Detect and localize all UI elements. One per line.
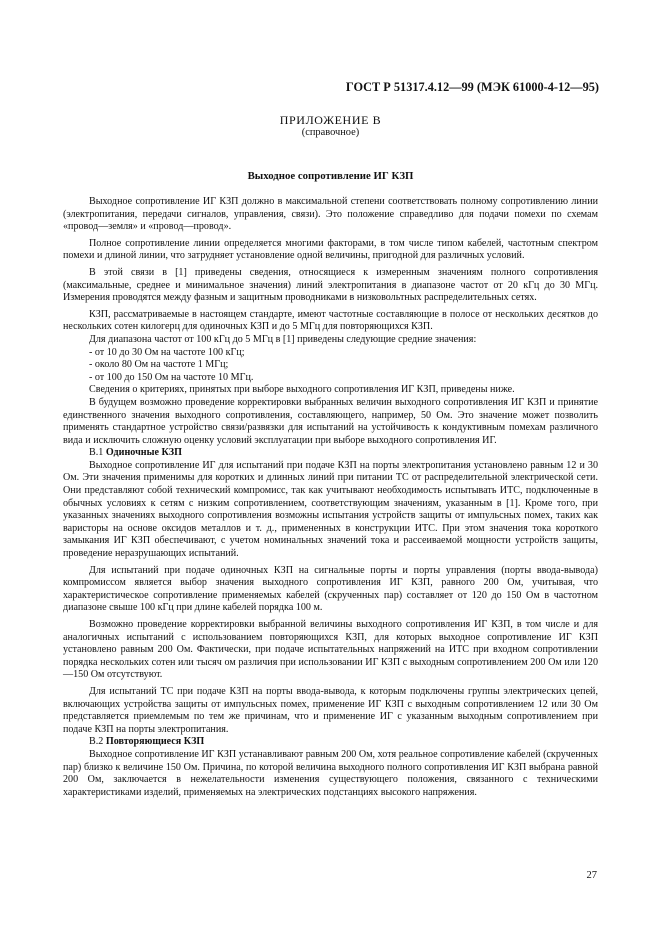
section-title: Выходное сопротивление ИГ КЗП — [247, 170, 414, 182]
paragraph: В этой связи в [1] приведены сведения, относящиеся к измеренным значениям полного сопротивления (максимальные, среднее и минимальное значения) линий электропитания в диапазоне частот от 20 кГц до 30 МГц. Измерения проводятся между фазным и защитным проводниками в низковольтных распределительных сетях. — [63, 266, 598, 304]
standard-header: ГОСТ Р 51317.4.12—99 (МЭК 61000-4-12—95) — [345, 80, 599, 94]
subsection-title: Повторяющиеся КЗП — [105, 736, 205, 748]
page-number: 27 — [586, 870, 597, 881]
annex-kind: (справочное) — [301, 127, 360, 138]
list-item: - около 80 Ом на частоте 1 МГц; — [89, 359, 229, 371]
paragraph: Для диапазона частот от 100 кГц до 5 МГц в [1] приведены следующие средние значения: — [89, 333, 477, 345]
document-body — [63, 196, 598, 803]
paragraph: В будущем возможно проведение корректировки выбранных величин выходного сопротивления ИГ КЗП и принятие единственного значения выходного сопротивления, составляющего, например, 50 Ом. Это значение может позволить применять стандартное устройство связи/развязки для испытаний на устойчивость к кондуктивным помехам различного вида и исключить сложную оценку условий эксплуатации при выборе выходного сопротивления ИГ. — [63, 396, 598, 446]
paragraph: КЗП, рассматриваемые в настоящем стандарте, имеют частотные составляющие в полосе от нескольких десятков до нескольких сотен килогерц для одиночных КЗП и до 5 МГц для повторяющихся КЗП. — [63, 308, 598, 333]
list-item: - от 10 до 30 Ом на частоте 100 кГц; — [89, 346, 245, 358]
annex-label: ПРИЛОЖЕНИЕ В — [279, 113, 382, 127]
paragraph: Выходное сопротивление ИГ для испытаний при подаче КЗП на порты электропитания установлено равным 12 и 30 Ом. Эти значения применимы для коротких и длинных линий при питании ТС от распределительной электрической сети. Они представляют собой технический компромисс, так как учитывают необходимость испытывать ИТС, подключенные в обычных условиях к сетям с низким сопротивлением, соответствующим значениям, указанным в [1]. Кроме того, при указанных значениях выходного сопротивления возможны испытания устройств защиты от импульсных помех, таких как варисторы на основе оксидов металлов и т. д., примененных в конструкции ИТС. При этом значения тока короткого замыкания ИГ КЗП обеспечивают, с учетом номинальных значений тока и рассеиваемой мощности устройств защиты, проведение неразрушающих испытаний. — [63, 459, 598, 560]
subsection-heading-b1 — [63, 447, 598, 460]
subsection-number: В.1 — [89, 447, 104, 459]
paragraph: Сведения о критериях, принятых при выборе выходного сопротивления ИГ КЗП, приведены ниже. — [89, 384, 515, 396]
paragraph: Полное сопротивление линии определяется многими факторами, в том числе типом кабелей, частотным спектром помехи и длиной линии, что затрудняет установление одной величины, пригодной для различных условий. — [63, 237, 598, 262]
paragraph: Для испытаний ТС при подаче КЗП на порты ввода-вывода, к которым подключены группы электрических цепей, включающих устройства защиты от импульсных помех, применение ИГ КЗП с выходным сопротивлением 12 или 30 Ом представляется приемлемым по тем же причинам, что и применение ИГ с указанным выходным сопротивлением при подаче КЗП на порты электропитания. — [63, 685, 598, 735]
paragraph: Выходное сопротивление ИГ КЗП должно в максимальной степени соответствовать полному сопротивлению линии (электропитания, передачи сигналов, управления, связи). Это положение справедливо для подачи помехи по схемам «провод—земля» и «провод—провод». — [63, 196, 598, 233]
subsection-heading-b2 — [63, 736, 598, 749]
paragraph: Возможно проведение корректировки выбранной величины выходного сопротивления ИГ КЗП, в том числе и для аналогичных испытаний с использованием повторяющихся КЗП, для которых выходное сопротивление ИГ КЗП установлено равным 200 Ом. Фактически, при подаче испытательных напряжений на ИТС при входном сопротивлении порядка нескольких сотен или тысяч ом различия при использовании ИГ КЗП с выходным сопротивлением 200 Ом или 120—150 Ом отсутствуют. — [63, 619, 598, 681]
subsection-title: Одиночные КЗП — [105, 447, 182, 459]
list-item: - от 100 до 150 Ом на частоте 10 МГц. — [89, 371, 254, 383]
paragraph: Выходное сопротивление ИГ КЗП устанавливают равным 200 Ом, хотя реальное сопротивление кабелей (скрученных пар) близко к величине 150 Ом. Причина, по которой величина выходного полного сопротивления ИГ КЗП выбрана равной 200 Ом, заключается в нежелательности изменения существующего положения, связанного с техническими характеристиками изделий, применяемых на электрических подстанциях высокого напряжения. — [63, 748, 598, 798]
paragraph: Для испытаний при подаче одиночных КЗП на сигнальные порты и порты управления (порты ввода-вывода) компромиссом является выбор значения выходного сопротивления ИГ КЗП, равного 200 Ом, учитывая, что характеристическое сопротивление применяемых кабелей (скрученных пар) составляет от 120 до 150 Ом в частотном диапазоне свыше 100 кГц при длине кабелей порядка 100 м. — [63, 564, 598, 614]
subsection-number: В.2 — [89, 736, 104, 748]
